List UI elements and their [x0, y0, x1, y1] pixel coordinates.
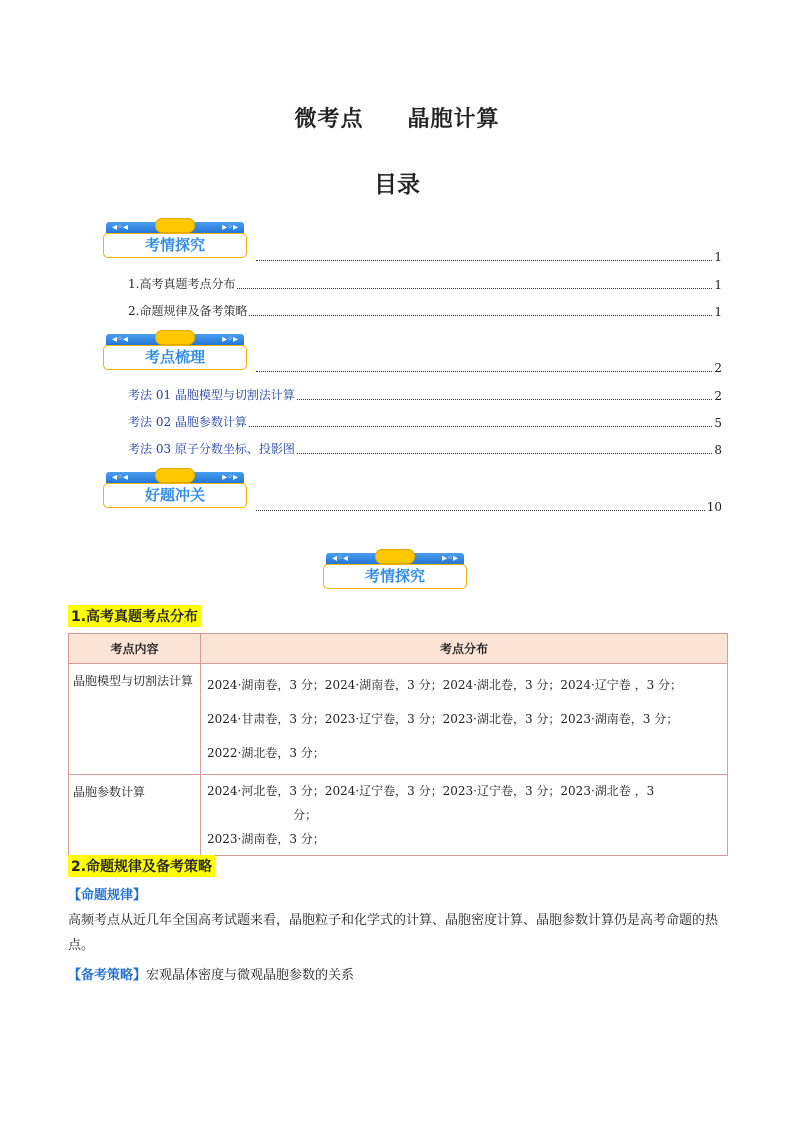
- table-cell-topic: 晶胞参数计算: [69, 775, 201, 856]
- badge-label: 考点梳理: [144, 348, 205, 366]
- exam-distribution-table: [68, 633, 728, 856]
- strategy-label: 【备考策略】: [68, 968, 147, 983]
- table-cell-topic: 晶胞模型与切割法计算: [69, 664, 201, 775]
- strategy-text: 宏观晶体密度与微观晶胞参数的关系: [146, 968, 355, 983]
- badge-label: 考情探究: [364, 567, 425, 585]
- rule-text: 高频考点从近几年全国高考试题来看，晶胞粒子和化学式的计算、晶胞密度计算、晶胞参数计算仍是高考命题的热点。: [68, 913, 719, 953]
- table-cell-distribution: 2024·湖南卷，3 分；2024·湖南卷，3 分；2024·湖北卷，3 分；2024·辽宁卷 ，3 分； 2024·甘肃卷，3 分；2023·辽宁卷，3 分；2023·湖北卷，3 分；2023·湖南卷，3 分； 2022·湖北卷，3 分；: [201, 664, 728, 775]
- badge-label: 考情探究: [144, 236, 205, 254]
- toc-entry[interactable]: 10: [254, 498, 722, 514]
- strategy-line: [68, 963, 728, 988]
- section-heading: 1.高考真题考点分布: [68, 605, 201, 627]
- badge-section-header: ◂◦◂ ▸◦▸ 考情探究: [323, 551, 467, 591]
- toc-entry[interactable]: 考法 01 晶胞模型与切割法计算 2: [128, 388, 722, 403]
- toc-entry[interactable]: 1.高考真题考点分布 1: [128, 277, 722, 292]
- table-header-row: [69, 634, 728, 664]
- toc-entry[interactable]: 2.命题规律及备考策略 1: [128, 304, 722, 319]
- toc-entry[interactable]: 考法 02 晶胞参数计算 5: [128, 415, 722, 430]
- section-heading: 2.命题规律及备考策略: [68, 855, 215, 877]
- badge-practice: ◂◦◂ ▸◦▸ 好题冲关: [103, 470, 247, 510]
- toc-entry[interactable]: 1: [254, 248, 722, 264]
- badge-key-points: ◂◦◂ ▸◦▸ 考点梳理: [103, 332, 247, 372]
- toc-entry[interactable]: 考法 03 原子分数坐标、投影图 8: [128, 442, 722, 457]
- page-title: 微考点 晶胞计算: [294, 107, 500, 132]
- rule-label: 【命题规律】: [68, 888, 147, 903]
- toc-entry[interactable]: 2: [254, 359, 722, 375]
- badge-exam-exploration: ◂◦◂ ▸◦▸ 考情探究: [103, 220, 247, 260]
- badge-label: 好题冲关: [144, 486, 205, 504]
- table-row: [69, 664, 728, 775]
- table-header: 考点分布: [201, 634, 728, 664]
- table-row: [69, 775, 728, 856]
- table-header: 考点内容: [69, 634, 201, 664]
- table-cell-distribution: 2024·河北卷，3 分；2024·辽宁卷，3 分；2023·辽宁卷，3 分；2023·湖北卷 ，3 分； 2023·湖南卷，3 分；: [201, 775, 728, 856]
- toc-title: 目录: [374, 172, 420, 198]
